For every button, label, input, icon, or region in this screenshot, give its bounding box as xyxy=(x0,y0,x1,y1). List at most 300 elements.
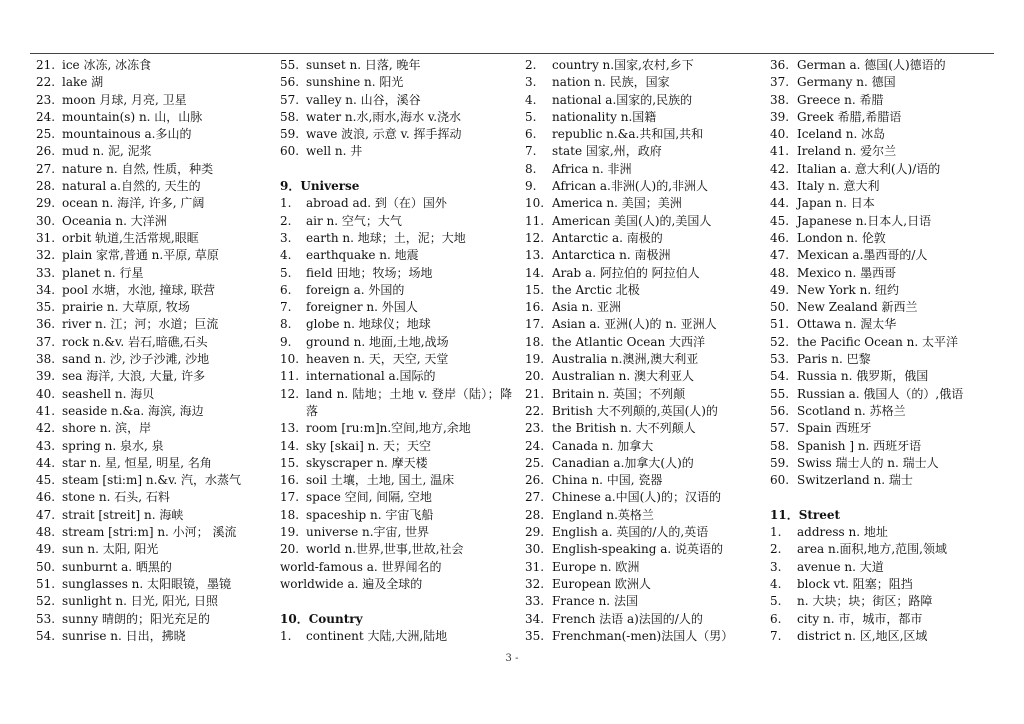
entry-number: 8. xyxy=(280,317,292,332)
vocab-entry xyxy=(280,92,512,109)
entry-number: 52. xyxy=(36,594,56,609)
entry-number: 59. xyxy=(280,127,300,142)
entry-number: 3. xyxy=(525,75,537,90)
entry-text: Arab a. 阿拉伯的 阿拉伯人 xyxy=(552,265,700,280)
entry-number: 2. xyxy=(525,58,537,72)
vocab-entry xyxy=(770,230,1002,247)
entry-text: well n. 井 xyxy=(306,144,363,159)
entry-number: 6. xyxy=(770,611,782,626)
vocab-entry xyxy=(280,195,512,212)
vocab-entry xyxy=(36,74,266,91)
entry-text: Asia n. 亚洲 xyxy=(552,300,621,315)
entry-text: soil 土壤，土地, 国土, 温床 xyxy=(306,473,455,488)
entry-text: international a.国际的 xyxy=(306,369,436,384)
entry-number: 57. xyxy=(280,92,300,107)
vocab-entry xyxy=(525,143,757,160)
entry-text: Japanese n.日本人,日语 xyxy=(797,213,932,228)
entry-text: nationality n.国籍 xyxy=(552,109,657,124)
entry-text: sunshine n. 阳光 xyxy=(306,75,404,90)
entry-number: 45. xyxy=(770,213,790,228)
entry-number: 2. xyxy=(280,213,292,228)
vocab-entry xyxy=(770,472,1002,489)
entry-text: republic n.&a.共和国,共和 xyxy=(552,127,704,142)
entry-number: 21. xyxy=(36,58,56,72)
vocab-entry xyxy=(770,247,1002,264)
vocab-entry xyxy=(280,57,512,74)
section-heading-street: 11．Street xyxy=(770,507,841,522)
entry-number: 13. xyxy=(525,248,545,263)
entry-text: globe n. 地球仪；地球 xyxy=(306,317,431,332)
vocab-entry xyxy=(36,559,266,576)
entry-number: 3. xyxy=(280,230,292,245)
entry-text: Italy n. 意大利 xyxy=(797,179,880,194)
vocab-entry xyxy=(280,265,512,282)
vocab-entry xyxy=(36,161,266,178)
entry-text: country n.国家,农村,乡下 xyxy=(552,58,694,72)
entry-number: 39. xyxy=(770,109,790,124)
entry-text: seashell n. 海贝 xyxy=(62,386,155,401)
vocab-entry xyxy=(525,489,757,506)
vocab-entry xyxy=(36,593,266,610)
entry-number: 3. xyxy=(770,559,782,574)
entry-number: 33. xyxy=(36,265,56,280)
vocab-entry xyxy=(770,161,1002,178)
vocab-entry xyxy=(525,351,757,368)
vocab-entry xyxy=(36,334,266,351)
entry-number: 33. xyxy=(525,594,545,609)
entry-text: England n.英格兰 xyxy=(552,507,654,522)
entry-number: 18. xyxy=(525,334,545,349)
entry-number: 43. xyxy=(36,438,56,453)
entry-text: prairie n. 大草原, 牧场 xyxy=(62,300,190,315)
vocab-entry xyxy=(525,161,757,178)
entry-text: Australian n. 澳大利亚人 xyxy=(552,369,694,384)
entry-number: 34. xyxy=(525,611,545,626)
entry-text: English a. 英国的/人的,英语 xyxy=(552,525,709,540)
entry-number: 51. xyxy=(36,576,56,591)
entry-text: Antarctic a. 南极的 xyxy=(552,230,663,245)
entry-number: 7. xyxy=(280,300,292,315)
entry-number: 1. xyxy=(770,525,782,540)
vocab-entry xyxy=(770,195,1002,212)
vocab-entry xyxy=(280,334,512,351)
column-4 xyxy=(770,57,1002,645)
entry-number: 50. xyxy=(770,300,790,315)
vocab-entry xyxy=(280,507,512,524)
entry-text: African a.非洲(人)的,非洲人 xyxy=(552,179,709,194)
vocab-entry xyxy=(525,92,757,109)
entry-number: 38. xyxy=(36,352,56,367)
vocab-entry xyxy=(770,628,1002,645)
entry-text: Frenchman(-men)法国人（男） xyxy=(552,628,734,643)
entry-text: mountain(s) n. 山，山脉 xyxy=(62,109,203,124)
vocab-entry xyxy=(770,143,1002,160)
entry-number: 5. xyxy=(280,265,292,280)
vocab-entry xyxy=(36,213,266,230)
entry-text: river n. 江；河；水道；巨流 xyxy=(62,317,219,332)
vocab-entry xyxy=(36,386,266,403)
vocab-entry xyxy=(36,351,266,368)
vocab-entry xyxy=(525,299,757,316)
entry-number: 49. xyxy=(770,282,790,297)
entry-text: n. 大块；块；街区；路障 xyxy=(797,594,933,609)
entry-number: 35. xyxy=(36,300,56,315)
entry-text: Russian a. 俄国人（的）,俄语 xyxy=(797,386,964,401)
vocab-entry xyxy=(770,368,1002,385)
entry-number: 1. xyxy=(280,196,292,211)
vocab-entry xyxy=(280,438,512,455)
vocab-entry xyxy=(36,92,266,109)
vocab-entry xyxy=(36,265,266,282)
vocab-entry xyxy=(770,178,1002,195)
entry-text: European 欧洲人 xyxy=(552,576,651,591)
entry-text: Iceland n. 冰岛 xyxy=(797,127,886,142)
entry-number: 49. xyxy=(36,542,56,557)
entry-number: 35. xyxy=(525,628,545,643)
vocab-entry xyxy=(280,541,512,558)
entry-number: 41. xyxy=(36,403,56,418)
entry-text: space 空间, 间隔, 空地 xyxy=(306,490,432,505)
entry-number: 24. xyxy=(525,438,545,453)
entry-number: 40. xyxy=(770,127,790,142)
vocab-entry xyxy=(770,524,1002,541)
vocab-entry xyxy=(770,316,1002,333)
entry-number: 44. xyxy=(36,455,56,470)
vocab-entry xyxy=(525,282,757,299)
column-1 xyxy=(36,57,266,645)
entry-number: 46. xyxy=(36,490,56,505)
entry-number: 16. xyxy=(280,473,300,488)
entry-text: orbit 轨道,生活常规,眼眶 xyxy=(62,230,199,245)
vocab-entry xyxy=(36,282,266,299)
vocab-entry xyxy=(770,282,1002,299)
vocab-entry xyxy=(525,386,757,403)
entry-text: air n. 空气；大气 xyxy=(306,213,402,228)
entry-number: 12. xyxy=(280,386,300,401)
vocab-entry xyxy=(770,299,1002,316)
vocab-entry xyxy=(525,74,757,91)
entry-text: abroad ad. 到（在）国外 xyxy=(306,196,447,211)
section-heading-universe: 9．Universe xyxy=(280,179,360,194)
entry-text: Spanish ] n. 西班牙语 xyxy=(797,438,922,453)
entry-text: Swiss 瑞士人的 n. 瑞士人 xyxy=(797,455,939,470)
entry-number: 8. xyxy=(525,161,537,176)
entry-text: sunburnt a. 晒黑的 xyxy=(62,559,172,574)
entry-text: sunglasses n. 太阳眼镜，墨镜 xyxy=(62,576,232,591)
entry-number: 11. xyxy=(280,369,300,384)
entry-text: ocean n. 海洋, 许多, 广阔 xyxy=(62,196,205,211)
entry-number: 55. xyxy=(770,386,790,401)
entry-number: 25. xyxy=(525,455,545,470)
column-2 xyxy=(280,57,512,645)
entry-text: Europe n. 欧洲 xyxy=(552,559,640,574)
entry-text: Mexico n. 墨西哥 xyxy=(797,265,897,280)
vocab-entry xyxy=(280,524,512,541)
vocab-entry xyxy=(280,316,512,333)
vocab-entry xyxy=(280,109,512,126)
entry-number: 36. xyxy=(770,58,790,72)
entry-text: rock n.&v. 岩石,暗礁,石头 xyxy=(62,334,208,349)
vocab-entry xyxy=(525,265,757,282)
entry-text: star n. 星, 恒星, 明星, 名角 xyxy=(62,455,212,470)
vocab-entry xyxy=(280,628,512,645)
vocab-entry xyxy=(770,420,1002,437)
vocab-entry xyxy=(36,230,266,247)
entry-text: lake 湖 xyxy=(62,75,104,90)
vocab-entry xyxy=(525,195,757,212)
vocab-entry xyxy=(525,247,757,264)
entry-text: Oceania n. 大洋洲 xyxy=(62,213,167,228)
column-3 xyxy=(525,57,757,645)
entry-text: German a. 德国(人)德语的 xyxy=(797,58,946,72)
entry-text: sunset n. 日落, 晚年 xyxy=(306,58,421,72)
vocab-entry xyxy=(36,472,266,489)
entry-text: Africa n. 非洲 xyxy=(552,161,632,176)
entry-text: shore n. 滨，岸 xyxy=(62,421,152,436)
entry-text: sunlight n. 日光, 阳光, 日照 xyxy=(62,594,218,609)
entry-number: 17. xyxy=(280,490,300,505)
entry-text: foreign a. 外国的 xyxy=(306,282,405,297)
entry-number: 60. xyxy=(280,144,300,159)
vocab-entry xyxy=(770,386,1002,403)
entry-number: 48. xyxy=(36,525,56,540)
vocab-entry xyxy=(36,109,266,126)
entry-number: 9. xyxy=(280,334,292,349)
entry-text: address n. 地址 xyxy=(797,525,888,540)
entry-text: spring n. 泉水, 泉 xyxy=(62,438,164,453)
vocab-entry xyxy=(525,541,757,558)
vocab-entry xyxy=(525,109,757,126)
entry-text: valley n. 山谷，溪谷 xyxy=(306,92,421,107)
entry-text: the British n. 大不列颠人 xyxy=(552,421,696,436)
entry-number: 1. xyxy=(280,628,292,643)
entry-number: 31. xyxy=(36,230,56,245)
entry-number: 32. xyxy=(36,248,56,263)
entry-text: natural a.自然的, 天生的 xyxy=(62,179,201,194)
entry-text: city n. 市，城市，都市 xyxy=(797,611,923,626)
vocab-entry xyxy=(36,507,266,524)
entry-number: 12. xyxy=(525,230,545,245)
entry-text: field 田地；牧场；场地 xyxy=(306,265,433,280)
entry-text: New York n. 纽约 xyxy=(797,282,899,297)
vocab-entry xyxy=(36,524,266,541)
vocab-entry xyxy=(280,126,512,143)
entry-text: Japan n. 日本 xyxy=(797,196,875,211)
vocab-entry xyxy=(525,57,757,74)
vocab-entry xyxy=(525,126,757,143)
entry-text: Ottawa n. 渥太华 xyxy=(797,317,897,332)
entry-text: national a.国家的,民族的 xyxy=(552,92,693,107)
entry-text: Greek 希腊,希腊语 xyxy=(797,109,902,124)
entry-text: room [ru:m]n.空间,地方,余地 xyxy=(306,421,471,436)
entry-number: 6. xyxy=(280,282,292,297)
entry-text: sand n. 沙, 沙子沙滩, 沙地 xyxy=(62,352,210,367)
entry-text: continent 大陆,大洲,陆地 xyxy=(306,628,448,643)
entry-number: 57. xyxy=(770,421,790,436)
entry-text: district n. 区,地区,区域 xyxy=(797,628,928,643)
entry-number: 42. xyxy=(770,161,790,176)
vocab-entry xyxy=(36,316,266,333)
entry-number: 47. xyxy=(770,248,790,263)
entry-number: 52. xyxy=(770,334,790,349)
entry-number: 14. xyxy=(525,265,545,280)
entry-number: 60. xyxy=(770,473,790,488)
vocab-entry xyxy=(525,230,757,247)
entry-number: 16. xyxy=(525,300,545,315)
vocab-entry xyxy=(770,403,1002,420)
entry-number: 10. xyxy=(525,196,545,211)
entry-number: 53. xyxy=(36,611,56,626)
vocab-entry xyxy=(525,455,757,472)
entry-text: sunny 晴朗的；阳光充足的 xyxy=(62,611,210,626)
entry-number: 34. xyxy=(36,282,56,297)
vocab-entry xyxy=(525,403,757,420)
entry-number: 37. xyxy=(36,334,56,349)
vocab-entry xyxy=(770,126,1002,143)
entry-text: Asian a. 亚洲(人)的 n. 亚洲人 xyxy=(552,317,717,332)
entry-text: state 国家,州，政府 xyxy=(552,144,662,159)
entry-number: 36. xyxy=(36,317,56,332)
vocab-entry xyxy=(36,628,266,645)
vocab-entry xyxy=(525,559,757,576)
entry-number: 7. xyxy=(770,628,782,643)
entry-number: 23. xyxy=(525,421,545,436)
entry-text: Australia n.澳洲,澳大利亚 xyxy=(552,352,699,367)
entry-number: 22. xyxy=(525,403,545,418)
vocab-entry xyxy=(525,213,757,230)
vocab-entry xyxy=(525,576,757,593)
entry-number: 21. xyxy=(525,386,545,401)
entry-number: 54. xyxy=(36,628,56,643)
vocab-entry xyxy=(36,576,266,593)
entry-text: area n.面积,地方,范围,领域 xyxy=(797,542,947,557)
entry-text: wave 波浪, 示意 v. 挥手挥动 xyxy=(306,127,462,142)
vocab-entry xyxy=(525,611,757,628)
entry-text: steam [sti:m] n.&v. 汽，水蒸气 xyxy=(62,473,242,488)
entry-number: 25. xyxy=(36,127,56,142)
vocab-entry xyxy=(770,576,1002,593)
entry-text: strait [streit] n. 海峡 xyxy=(62,507,184,522)
entry-text: Britain n. 英国；不列颠 xyxy=(552,386,686,401)
entry-number: 4. xyxy=(525,92,537,107)
entry-number: 14. xyxy=(280,438,300,453)
entry-text: Italian a. 意大利(人)/语的 xyxy=(797,161,941,176)
vocab-entry xyxy=(770,611,1002,628)
vocab-entry xyxy=(770,265,1002,282)
entry-number: 45. xyxy=(36,473,56,488)
entry-text: pool 水塘，水池, 撞球, 联营 xyxy=(62,282,216,297)
entry-text: Germany n. 德国 xyxy=(797,75,896,90)
vocab-entry xyxy=(36,611,266,628)
vocab-entry xyxy=(280,74,512,91)
vocab-entry xyxy=(525,507,757,524)
entry-number: 2. xyxy=(770,542,782,557)
entry-number: 23. xyxy=(36,92,56,107)
vocab-entry xyxy=(280,386,512,421)
entry-number: 29. xyxy=(525,525,545,540)
entry-text: the Pacific Ocean n. 太平洋 xyxy=(797,334,958,349)
vocab-entry xyxy=(525,593,757,610)
entry-text: ground n. 地面,土地,战场 xyxy=(306,334,449,349)
vocab-subentry: world-famous a. 世界闻名的 xyxy=(280,559,442,574)
entry-number: 48. xyxy=(770,265,790,280)
entry-number: 54. xyxy=(770,369,790,384)
entry-number: 5. xyxy=(770,594,782,609)
entry-text: planet n. 行星 xyxy=(62,265,144,280)
entry-number: 20. xyxy=(280,542,300,557)
entry-text: moon 月球, 月亮, 卫星 xyxy=(62,92,187,107)
entry-text: mud n. 泥, 泥浆 xyxy=(62,144,152,159)
entry-text: Canadian a.加拿大(人)的 xyxy=(552,455,694,470)
entry-number: 5. xyxy=(525,109,537,124)
entry-text: land n. 陆地；土地 v. 登岸（陆）；降落 xyxy=(306,386,512,418)
vocab-entry xyxy=(280,213,512,230)
entry-number: 27. xyxy=(36,161,56,176)
vocab-entry xyxy=(280,489,512,506)
vocab-entry xyxy=(36,541,266,558)
vocab-entry xyxy=(525,178,757,195)
entry-text: American 美国(人)的,美国人 xyxy=(552,213,712,228)
entry-text: earth n. 地球；土，泥；大地 xyxy=(306,230,466,245)
vocab-entry xyxy=(770,438,1002,455)
entry-text: Mexican a.墨西哥的/人 xyxy=(797,248,928,263)
vocab-entry xyxy=(280,472,512,489)
entry-text: Russia n. 俄罗斯，俄国 xyxy=(797,369,929,384)
vocab-entry xyxy=(280,351,512,368)
entry-text: Chinese a.中国(人)的；汉语的 xyxy=(552,490,721,505)
entry-number: 38. xyxy=(770,92,790,107)
entry-text: earthquake n. 地震 xyxy=(306,248,419,263)
section-heading-country: 10．Country xyxy=(280,611,363,626)
vocab-entry xyxy=(770,92,1002,109)
vocab-entry xyxy=(770,334,1002,351)
entry-number: 32. xyxy=(525,576,545,591)
vocab-entry xyxy=(36,126,266,143)
vocab-entry xyxy=(770,57,1002,74)
entry-number: 19. xyxy=(280,525,300,540)
entry-text: stone n. 石头, 石料 xyxy=(62,490,170,505)
vocab-entry xyxy=(280,230,512,247)
vocab-entry xyxy=(36,368,266,385)
entry-text: Ireland n. 爱尔兰 xyxy=(797,144,897,159)
vocab-entry xyxy=(770,109,1002,126)
entry-text: nation n. 民族，国家 xyxy=(552,75,670,90)
entry-number: 53. xyxy=(770,352,790,367)
entry-number: 40. xyxy=(36,386,56,401)
entry-text: New Zealand 新西兰 xyxy=(797,300,918,315)
vocab-entry xyxy=(36,299,266,316)
entry-text: Switzerland n. 瑞士 xyxy=(797,473,913,488)
entry-number: 11. xyxy=(525,213,545,228)
entry-number: 39. xyxy=(36,369,56,384)
entry-text: France n. 法国 xyxy=(552,594,638,609)
entry-number: 28. xyxy=(525,507,545,522)
entry-number: 42. xyxy=(36,421,56,436)
entry-text: sun n. 太阳, 阳光 xyxy=(62,542,159,557)
entry-number: 26. xyxy=(36,144,56,159)
entry-text: heaven n. 天，天空, 天堂 xyxy=(306,352,449,367)
entry-text: Paris n. 巴黎 xyxy=(797,352,871,367)
vocab-entry xyxy=(280,368,512,385)
entry-number: 4. xyxy=(770,576,782,591)
entry-text: English-speaking a. 说英语的 xyxy=(552,542,724,557)
entry-number: 47. xyxy=(36,507,56,522)
entry-number: 55. xyxy=(280,58,300,72)
vocab-entry xyxy=(770,593,1002,610)
vocab-entry xyxy=(36,420,266,437)
entry-number: 58. xyxy=(770,438,790,453)
entry-text: Spain 西班牙 xyxy=(797,421,872,436)
